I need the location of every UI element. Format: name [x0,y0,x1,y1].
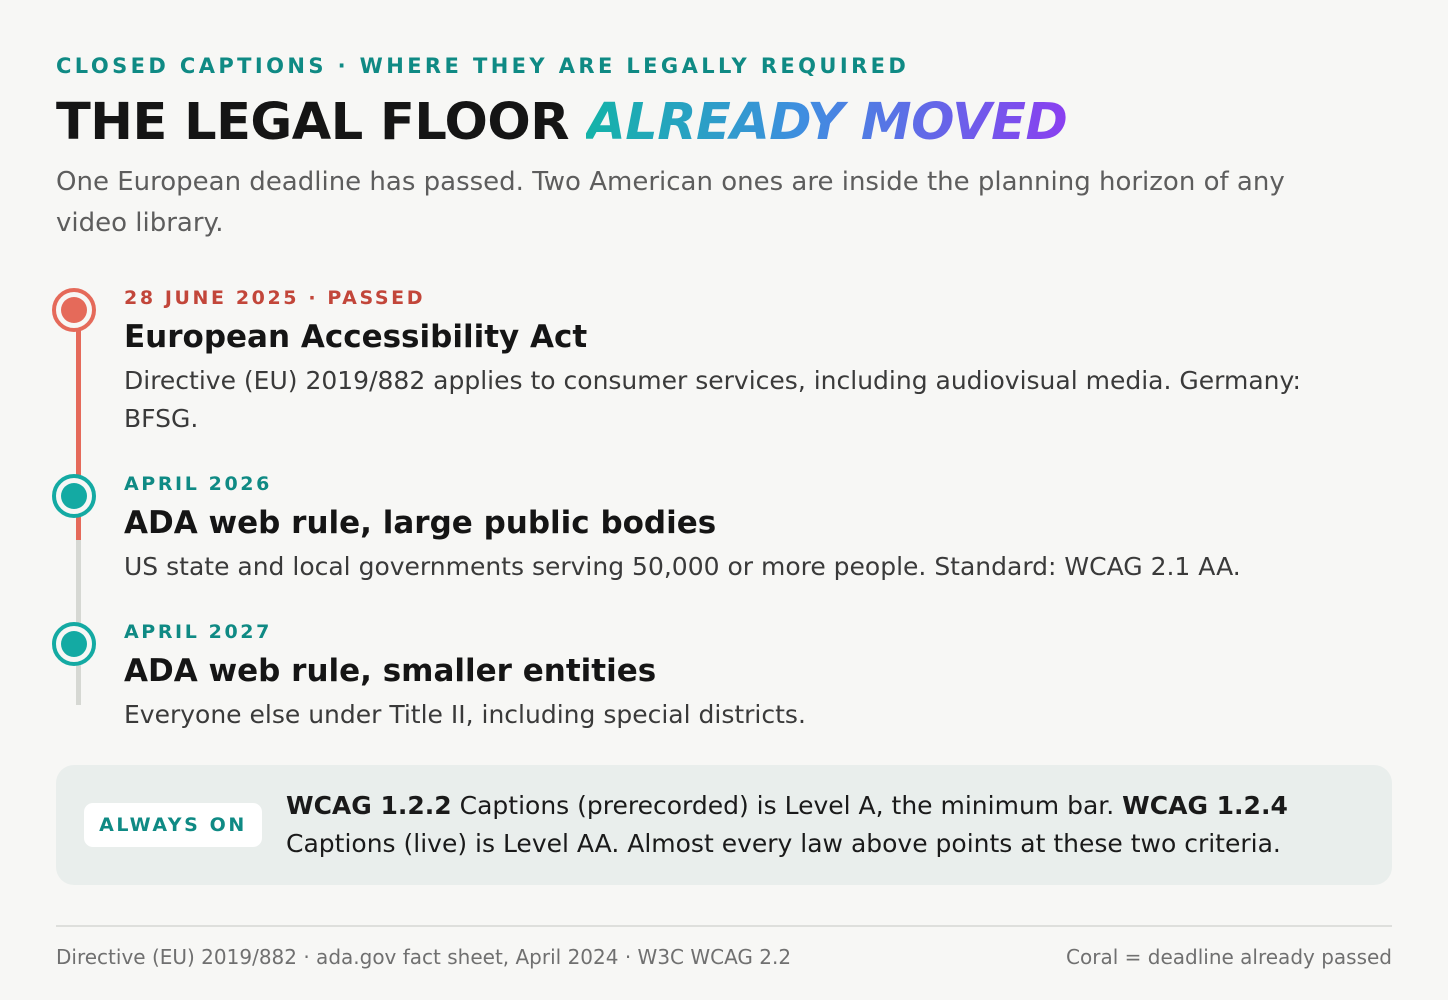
always-on-badge: ALWAYS ON [84,803,262,847]
timeline-date: 28 JUNE 2025 · PASSED [124,287,426,309]
timeline-node-upcoming-icon [52,622,96,666]
timeline-description: Everyone else under Title II, including special districts. [124,700,806,729]
headline-main: THE LEGAL FLOOR [56,93,569,152]
timeline-title: European Accessibility Act [124,319,588,355]
callout-text-1: Captions (prerecorded) is Level A, the minimum bar. [451,791,1123,820]
callout-text-2: Captions (live) is Level AA. Almost every law above points at these two criteria. [286,829,1281,858]
wcag-callout [56,765,1392,885]
headline [56,90,1067,156]
timeline-date: APRIL 2027 [124,621,272,643]
timeline-item-ada-small [124,618,1364,734]
wcag-criterion-1: WCAG 1.2.2 [286,791,452,820]
subtitle: One European deadline has passed. Two American ones are inside the planning horizon of any video library. [56,167,1285,238]
footer-divider [56,925,1392,927]
timeline-title: ADA web rule, smaller entities [124,653,657,689]
timeline-description: Directive (EU) 2019/882 applies to consumer services, including audiovisual media. Germany: BFSG. [124,366,1301,433]
eyebrow: CLOSED CAPTIONS · WHERE THEY ARE LEGALLY REQUIRED [56,54,910,78]
footer-legend: Coral = deadline already passed [1066,945,1392,969]
timeline-description: US state and local governments serving 50,000 or more people. Standard: WCAG 2.1 AA. [124,552,1241,581]
timeline-node-passed-icon [52,288,96,332]
footer-sources: Directive (EU) 2019/882 · ada.gov fact sheet, April 2024 · W3C WCAG 2.2 [56,945,792,969]
timeline-item-eaa [124,284,1364,438]
headline-accent: ALREADY MOVED [586,93,1068,152]
timeline-date: APRIL 2026 [124,473,272,495]
timeline-node-upcoming-icon [52,474,96,518]
wcag-criterion-2: WCAG 1.2.4 [1122,791,1288,820]
timeline-title: ADA web rule, large public bodies [124,505,717,541]
page [56,0,1392,1000]
callout-text [286,787,1366,863]
timeline-item-ada-large [124,470,1364,586]
